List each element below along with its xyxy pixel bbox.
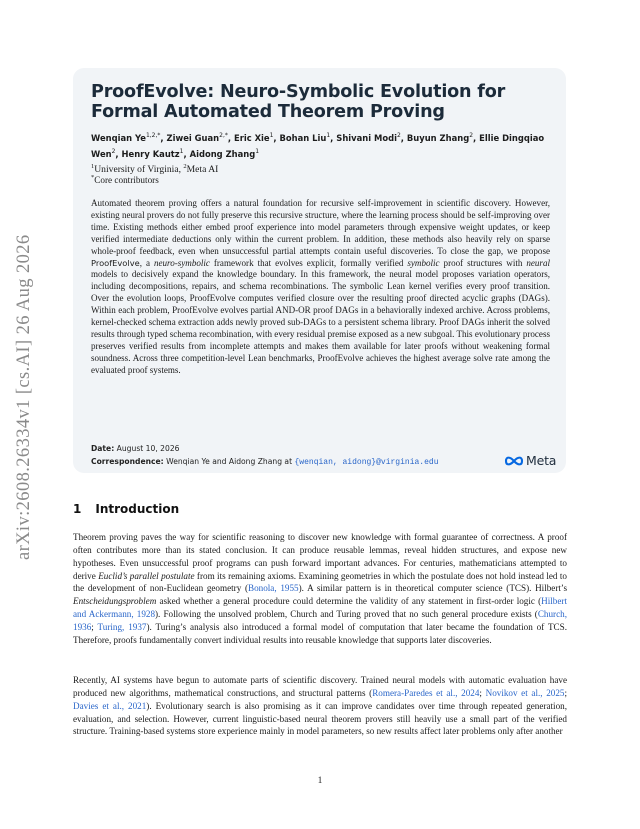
citation[interactable]: Church, 1936 <box>73 609 567 632</box>
meta-logo <box>504 453 556 468</box>
section-number: 1 <box>73 502 82 516</box>
author: Aidong Zhang$^1$ <box>189 147 260 159</box>
author: Eric Xie$^1$ <box>233 132 274 143</box>
author-affil-mark: 2 <box>396 132 401 139</box>
meta-infinity-icon <box>504 455 524 467</box>
citation[interactable]: Davies et al., 2021 <box>73 700 147 711</box>
author-affil-mark: 1 <box>269 132 274 139</box>
author: Henry Kautz$^1$ <box>121 147 184 159</box>
intro-paragraph-2: Recently, AI systems have begun to automate parts of scientific discovery. Trained neural models with automatic evaluation have produced new algorithms, mathematical constructions, and structural patterns (Romera-Paredes et al., 2024; Novikov et al., 2025; Davies et al., 2021). Evolutionary search is also promising as it can improve candidates over time through repeated generation, evaluation, and selection. However, current linguistic-based neural theorem provers still heavily use a small part of the verified structure. Training-based systems store experience mainly in model parameters, so new results affect later problems only after another <box>73 675 567 737</box>
intro-paragraph-1: Theorem proving paves the way for scientific reasoning to discover new knowledge with formal guarantee of correctness. A proof often contributes more than its stated conclusion. It can produce reusable lemmas, reveal hidden structures, and expose new hypotheses. Even unsuccessful proof programs can push forward important advances. For centuries, mathematicians attempted to derive Euclid’s parallel postulate from its remaining axioms. Examining geometries in which the postulate does not hold instead led to the development of non-Euclidean geometry (Bonola, 1955). A similar pattern is in theoretical computer science (TCS). Hilbert’s Entscheidungsproblem asked whether a general procedure could determine the validity of any statement in first-order logic (Hilbert and Ackermann, 1928). Following the unsolved problem, Church and Turing proved that no such general procedure exists (Church, 1936; Turing, 1937). Turing’s analysis also introduced a formal model of computation that later became the foundation of TCS. Therefore, proofs fundamentally convert individual results into reusable knowledge that supports later discoveries. <box>73 532 568 645</box>
core-sup: * <box>91 174 95 181</box>
author-affil-mark: 2,* <box>219 132 228 139</box>
author-affil-mark: 1 <box>326 132 331 139</box>
method-name: ProofEvolve <box>91 257 140 268</box>
affil-sup-2: 2 <box>183 163 187 170</box>
author: Bohan Liu$^1$ <box>279 132 331 143</box>
date-value: August 10, 2026 <box>116 444 180 453</box>
author-list: Wenqian $Ye^{1,2,*}$, Ziwei Guan$^{2,*}$, Eric Xie$^1$, Bohan Liu$^1$, Shivani Modi$^2$, Buyun Zhang$^2$, Ellie Dingqiao Wen$^2$, Henry Kautz$^1$, Aidong Zhang$^1$ <box>91 132 545 159</box>
citation[interactable]: Hilbert and Ackermann, 1928 <box>73 596 567 620</box>
author: Ellie Dingqiao Wen$^2$ <box>91 132 545 159</box>
citation[interactable]: Romera-Paredes et al., 2024 <box>372 687 480 698</box>
author-affil-mark: 1 <box>255 147 260 155</box>
core-text: Core contributors <box>94 175 159 186</box>
affil-1: University of Virginia, <box>94 164 184 176</box>
meta-wordmark: Meta <box>526 453 557 468</box>
author-affil-mark: 1 <box>179 147 184 155</box>
citation[interactable]: Bonola, 1955 <box>248 583 299 594</box>
arxiv-stamp <box>14 234 34 561</box>
date-line <box>91 444 179 453</box>
correspondence-names: Wenqian Ye and Aidong Zhang at <box>166 457 295 466</box>
section-heading <box>73 502 179 516</box>
author-affil-mark: 2 <box>469 132 474 139</box>
arxiv-id: arXiv:2608.26334v1 [cs.AI] 26 Aug 2026 <box>14 234 34 560</box>
affil-2: Meta AI <box>186 164 219 176</box>
author: Wenqian $Ye^{1,2,*}$ <box>91 132 161 143</box>
page-number: 1 <box>317 776 323 786</box>
author-affil-mark: 1,2,* <box>145 132 161 139</box>
citation[interactable]: Turing, 1937 <box>97 621 147 632</box>
paper-title: ProofEvolve: Neuro-Symbolic Evolution for Formal Automated Theorem Proving <box>91 82 506 122</box>
email-link[interactable]: {wenqian, aidong}@virginia.edu <box>294 458 439 467</box>
section-title: Introduction <box>95 502 180 516</box>
affil-sup-1: 1 <box>91 163 95 170</box>
correspondence-label: Correspondence: <box>91 457 164 466</box>
author: Buyun Zhang$^2$ <box>406 132 474 143</box>
author: Ziwei Guan$^{2,*}$ <box>166 132 228 143</box>
citation[interactable]: Novikov et al., 2025 <box>485 687 565 698</box>
correspondence-line <box>91 457 439 467</box>
core-contributors-note <box>91 174 159 185</box>
author: Shivani Modi$^2$ <box>336 132 401 143</box>
author-affil-mark: 2 <box>111 147 116 155</box>
date-label: Date: <box>91 444 115 453</box>
abstract: Automated theorem proving offers a natural foundation for recursive self-improvement in scientific discovery. However, existing neural provers do not fully preserve this recursive structure, where the learning process should be self-improving over time. Existing methods either embed proof experience into model parameters through expensive weight updates, or keep verified intermediate deductions only within the current problem. In addition, these methods also heavily rely on sparse whole-proof feedback, even when unsuccessful partial attempts contain useful discoveries. To close the gap, we propose ProofEvolve, a neuro-symbolic framework that evolves explicit, formally verified symbolic proof structures with neural models to decisively expand the knowledge boundary. In this framework, the neural model proposes variation operators, including decompositions, repairs, and schema recombinations. The symbolic Lean kernel verifies every proof transition. Over the evolution loops, ProofEvolve computes verified closure over the resulting proof directed acyclic graphs (DAGs). Within each problem, ProofEvolve evolves partial AND-OR proof DAGs in a behaviorally indexed archive. Across problems, kernel-checked schema extraction adds newly proved sub-DAGs to a persistent schema library. Proof DAGs inherit the solved results through typed schema recombination, with every residual premise exposed as a new subgoal. This evolutionary process preserves verified results from incomplete attempts and makes them available for later proofs without weakening formal soundness. Across three competition-level Lean benchmarks, ProofEvolve achieves the highest average solve rate among the evaluated proof systems. <box>91 198 550 375</box>
